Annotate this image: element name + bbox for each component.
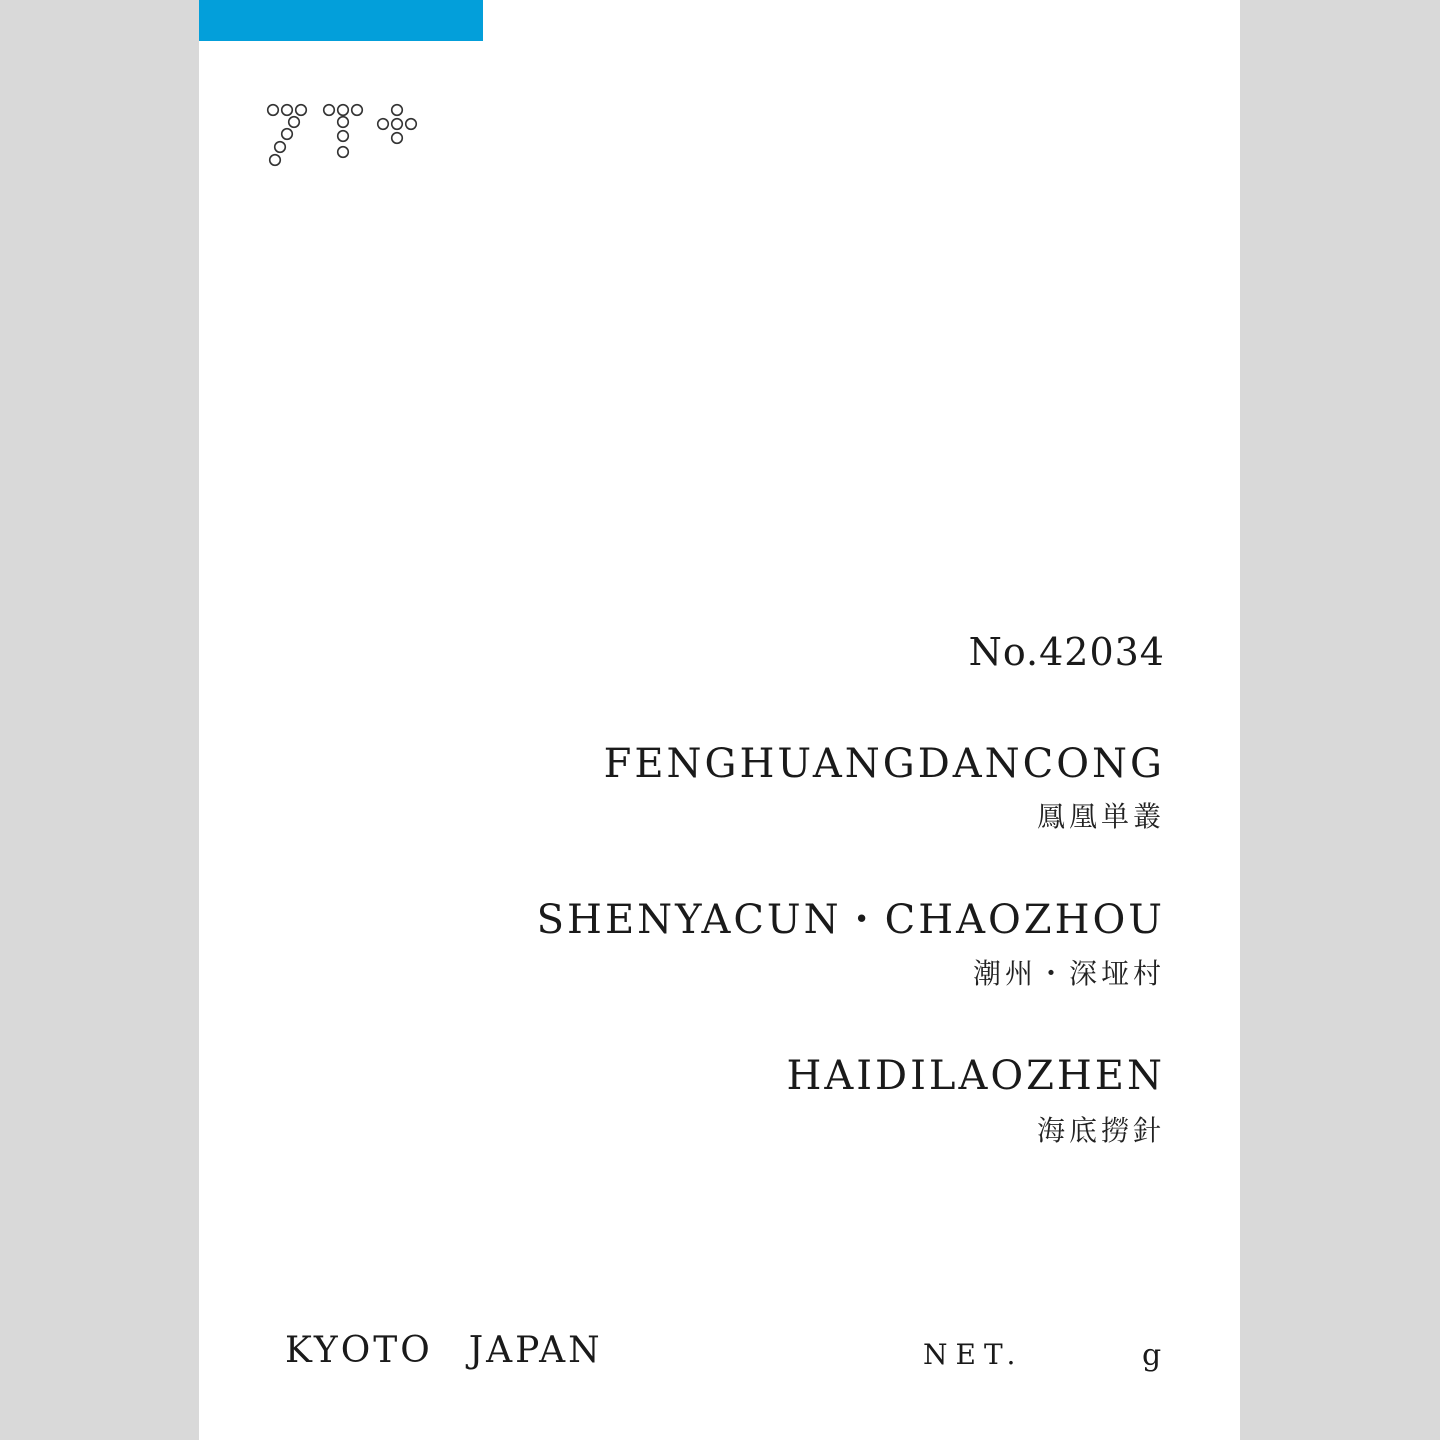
logo-dot	[338, 117, 349, 128]
logo-dot	[392, 133, 403, 144]
logo-dot	[338, 147, 349, 158]
logo-dot	[270, 155, 281, 166]
logo-dot	[296, 105, 307, 116]
origin-text	[285, 1330, 603, 1371]
logo-dot	[324, 105, 335, 116]
logo-dot	[352, 105, 363, 116]
logo-dot	[406, 119, 417, 130]
origin-place-name: SHENYACUN・CHAOZHOU	[536, 897, 1165, 943]
origin-city: KYOTO	[285, 1330, 433, 1371]
origin-place-kanji: 潮州・深垭村	[972, 957, 1165, 990]
logo-dot	[392, 105, 403, 116]
logo-dot	[282, 105, 293, 116]
logo-dot	[338, 131, 349, 142]
cultivar-name: HAIDILAOZHEN	[786, 1053, 1165, 1099]
dotted-logo-icon	[265, 100, 425, 170]
logo-dot	[378, 119, 389, 130]
net-weight-label: NET.	[923, 1338, 1024, 1371]
accent-bar	[199, 0, 483, 41]
cultivar-kanji: 海底撈針	[1036, 1114, 1165, 1147]
logo-dot	[289, 117, 300, 128]
logo-dot	[338, 105, 349, 116]
logo-dot	[268, 105, 279, 116]
tea-name: FENGHUANGDANCONG	[603, 741, 1165, 787]
logo-dot	[392, 119, 403, 130]
origin-country: JAPAN	[468, 1330, 603, 1371]
logo-dot	[282, 129, 293, 140]
lot-number: No.42034	[968, 630, 1165, 674]
tea-label	[199, 0, 1240, 1440]
logo-dot	[275, 142, 286, 153]
tea-name-kanji: 鳳凰単叢	[1036, 800, 1165, 833]
net-weight-unit: g	[1142, 1338, 1162, 1373]
